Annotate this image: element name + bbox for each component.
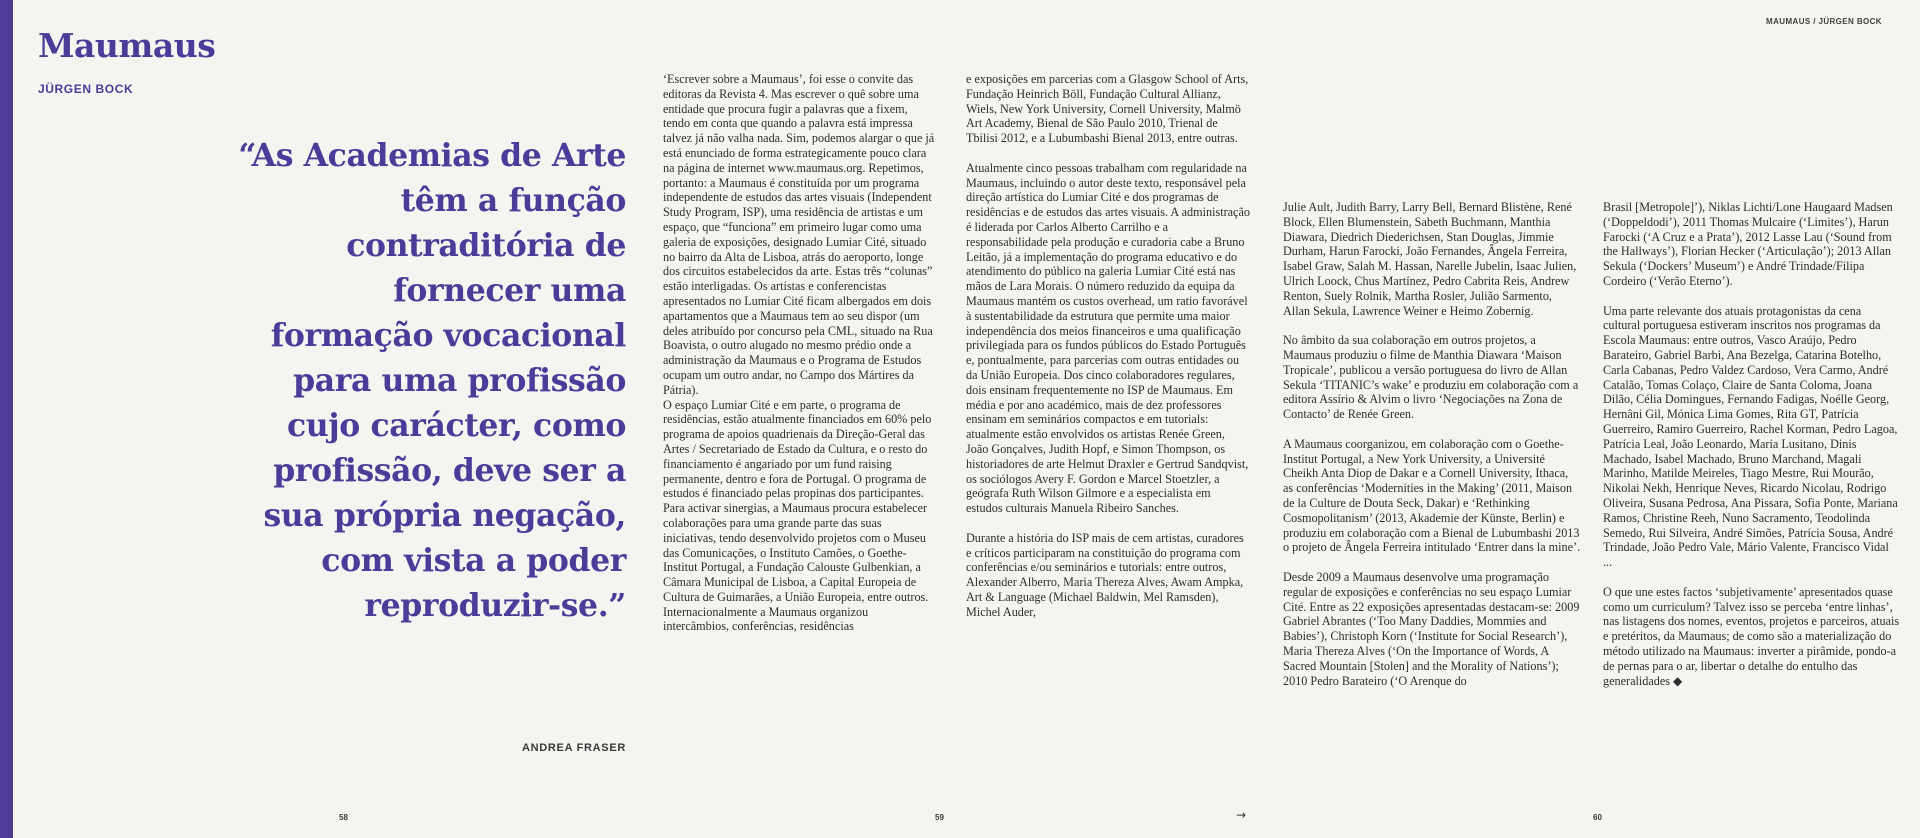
paragraph: Brasil [Metropole]’), Niklas Lichti/Lone Haugaard Madsen (‘Doppeldodi’), 2011 Thomas Mulcaire (‘Limites’), Harun Farocki (‘A Cruz e a Prata’), 2012 Lasse Lau (‘Sound from the Hallways’), Florian Hecker (‘Articulação’); 2013 Allan Sekula (‘Dockers’ Museum’) e André Trindade/Filipa Cordeiro (‘Verão Eterno’). xyxy=(1603,200,1893,288)
paragraph: Durante a história do ISP mais de cem artistas, curadores e críticos participaram na constituição do programa com conferências e/ou seminários e tutorials: entre outros, Alexander Alberro, Maria Thereza Alves, Awam Ampka, Art & Language (Michael Baldwin, Mel Ramsden), Michel Auder, xyxy=(966,530,1244,619)
running-head: MAUMAUS / JÜRGEN BOCK xyxy=(1766,17,1882,26)
page-number-right: 60 xyxy=(1593,813,1602,822)
page-number-middle: 59 xyxy=(935,813,944,822)
pull-quote-attribution: ANDREA FRASER xyxy=(521,742,626,754)
text-column-3 xyxy=(1283,200,1581,703)
text-column-1 xyxy=(663,72,936,649)
text-column-4 xyxy=(1603,200,1901,703)
paragraph: Desde 2009 a Maumaus desenvolve uma programação regular de exposições e conferências no seu espaço Lumiar Cité. Entre as 22 exposições apresentadas destacam-se: 2009 Gabriel Abrantes (‘Too Many Daddies, Mommies and Babies’), Christoph Korn (‘Institute for Social Research’), Maria Thereza Alves (‘On the Importance of Words, A Sacred Mountain [Stolen] and the Morality of Nations’); 2010 Pedro Barateiro (‘O Arenque do xyxy=(1283,569,1580,688)
next-page-arrow-icon: → xyxy=(1236,808,1247,822)
pull-quote: “As Academias de Arte têm a função contraditória de fornecer uma formação vocacional para uma profissão cujo carácter, como profissão, deve ser a sua própria negação, com vista a poder reproduzir-se.” xyxy=(238,137,626,624)
text-column-2 xyxy=(966,72,1250,634)
paragraph: Uma parte relevante dos atuais protagonistas da cena cultural portuguesa estiveram inscritos nos programas da Escola Maumaus: entre outros, Vasco Araújo, Pedro Barateiro, Gabriel Barbi, Ana Bezelga, Catarina Botelho, Carla Cabanas, Pedro Valdez Cardoso, Vera Carmo, André Catalão, Tomas Colaço, Claire de Santa Coloma, Joana Dilão, Célia Domingues, Fernando Fadigas, Noélle Georg, Hernâni Gil, Mónica Lima Gomes, Rita GT, Patrícia Guerreiro, Ramiro Guerreiro, Rachel Korman, Pedro Lagoa, Patrícia Leal, João Leonardo, Maria Lusitano, Dinis Machado, Isabel Machado, Bruno Marchand, Magali Marinho, Matilde Meireles, Tiago Mestre, Rui Mourão, Nikolai Nekh, Henrique Neves, Ricardo Nicolau, Rodrigo Oliveira, Susana Pedrosa, Ana Pissara, Sofia Ponte, Mariana Ramos, Christine Reeh, Nuno Sacramento, Teodolinda Semedo, Rui Silveira, André Simões, Patrícia Sousa, André Trindade, João Pedro Vale, Mário Valente, Francisco Vidal ... xyxy=(1603,303,1898,570)
paragraph: e exposições em parcerias com a Glasgow School of Arts, Fundação Heinrich Böll, Fundação Cultural Allianz, Wiels, New York University, Cornell University, Malmö Art Academy, Bienal de São Paulo 2010, Trienal de Tbilisi 2012, e a Lubumbashi Bienal 2013, entre outras. xyxy=(966,72,1249,146)
article-title: Maumaus xyxy=(38,26,216,65)
spine-stripe xyxy=(0,0,13,838)
article-author: JÜRGEN BOCK xyxy=(38,82,134,96)
paragraph: A Maumaus coorganizou, em colaboração com o Goethe-Institut Portugal, a New York University, a Université Cheikh Anta Diop de Dakar e a Cornell University, Ithaca, as conferências ‘Modernities in the Making’ (2011, Maison de la Culture de Douta Seck, Dakar) e ‘Rethinking Cosmopolitanism’ (2013, Akademie der Künste, Berlin) e produziu em colaboração com a Bienal de Lubumbashi 2013 o projeto de Ângela Ferreira intitulado ‘Entrer dans la mine’. xyxy=(1283,436,1581,555)
page-number-left: 58 xyxy=(339,813,348,822)
paragraph: ‘Escrever sobre a Maumaus’, foi esse o convite das editoras da Revista 4. Mas escrever o quê sobre uma entidade que procura fugir a palavras que a fixem, tendo em conta que quando a palavra está impressa talvez já não valha nada. Sim, podemos alargar o que já está enunciado de forma estrategicamente pouco clara na página de internet www.maumaus.org. Repetimos, portanto: a Maumaus é constituída por um programa independente de estudos das artes visuais (Independent Study Program, ISP), uma residência de artistas e um espaço, que “funciona” em primeiro lugar como uma galeria de exposições, designado Lumiar Cité, situado no bairro da Alta de Lisboa, atrás do aeroporto, longe dos circuitos estabelecidos da arte. Estas três “colunas” estão interligadas. Os artistas e conferencistas apresentados no Lumiar Cité ficam albergados em dois apartamentos que a Maumaus tem ao seu dispor (um deles atribuído por concurso pela CML, situado na Rua Boavista, o outro alugado no mesmo prédio onde a administração da Maumaus e o Programa de Estudos ocupam um outro andar, no Campo dos Mártires da Pátria). xyxy=(663,72,935,397)
paragraph: Julie Ault, Judith Barry, Larry Bell, Bernard Blistène, René Block, Ellen Blumenstein, Sabeth Buchmann, Manthia Diawara, Diedrich Diederichsen, Stan Douglas, Jimmie Durham, Harun Farocki, João Fernandes, Ângela Ferreira, Isabel Graw, Salah M. Hassan, Narelle Jubelin, Isaac Julien, Ulrich Loock, Chus Martínez, Pedro Cabrita Reis, Andrew Renton, Suely Rolnik, Martha Rosler, Julião Sarmento, Allan Sekula, Lawrence Weiner e Heimo Zobernig. xyxy=(1283,200,1577,318)
paragraph: O espaço Lumiar Cité e em parte, o programa de residências, estão atualmente financiados em 60% pelo programa de apoios quadrienais da Direção-Geral das Artes / Secretariado de Estado da Cultura, e o resto do financiamento é angariado por um fund raising permanente, dentro e fora de Portugal. O programa de estudos é financiado pelas propinas dos participantes. Para activar sinergias, a Maumaus procura estabelecer colaborações para uma grande parte das suas iniciativas, tendo desenvolvido projetos com o Museu das Comunicações, o Instituto Camões, o Goethe-Institut Portugal, a Fundação Calouste Gulbenkian, a Câmara Municipal de Lisboa, a Capital Europeia de Cultura de Guimarães, a União Europeia, entre outros. Internacionalmente a Maumaus organizou intercâmbios, conferências, residências xyxy=(663,397,932,634)
paragraph: No âmbito da sua colaboração em outros projetos, a Maumaus produziu o filme de Manthia Diawara ‘Maison Tropicale’, publicou a versão portuguesa do livro de Allan Sekula ‘TITANIC’s wake’ e produziu em colaboração com a editora Assírio & Alvim o livro ‘Negociações na Zona de Contacto’ de Renée Green. xyxy=(1283,333,1579,422)
paragraph: Atualmente cinco pessoas trabalham com regularidade na Maumaus, incluindo o autor deste texto, responsável pela direção artística do Lumiar Cité e dos programas de residências e de estudos das artes visuais. A administração é liderada por Carlos Alberto Carrilho e a responsabilidade pela produção e curadoria cabe a Bruno Leitão, já a implementação do programa educativo e do atendimento do público na galeria Lumiar Cité está nas mãos de Lara Morais. O número reduzido da equipa da Maumaus mantém os custos overhead, um ratio favorável à sustentabilidade da estrutura que permite uma maior independência dos meios financeiros e uma qualificação privilegiada para os fundos públicos do Estado Português e, pontualmente, para parcerias com outras entidades ou da União Europeia. Dos cinco colaboradores regulares, dois ensinam frequentemente no ISP de Maumaus. Em média e por ano académico, mais de dez professores ensinam em seminários compactos e em tutorials: atualmente estão envolvidos os artistas Renée Green, João Gonçalves, Judith Hopf, e Simon Thompson, os historiadores de arte Helmut Draxler e Gertrud Sandqvist, os sociólogos Avery F. Gordon e Marcel Stoetzler, a geógrafa Ruth Wilson Gilmore e a especialista em estudos culturais Manuela Ribeiro Sanches. xyxy=(966,160,1250,516)
paragraph: O que une estes factos ‘subjetivamente’ apresentados quase como um curriculum? Talvez isso se perceba ‘entre linhas’, nas listagens dos nomes, eventos, projetos e parceiros, atuais e pretéritos, da Maumaus; de como são a materialização do método utilizado na Maumaus: inverter a pirâmide, pondo-a de pernas para o ar, libertar o detalhe do entulho das generalidades ◆ xyxy=(1603,584,1900,688)
